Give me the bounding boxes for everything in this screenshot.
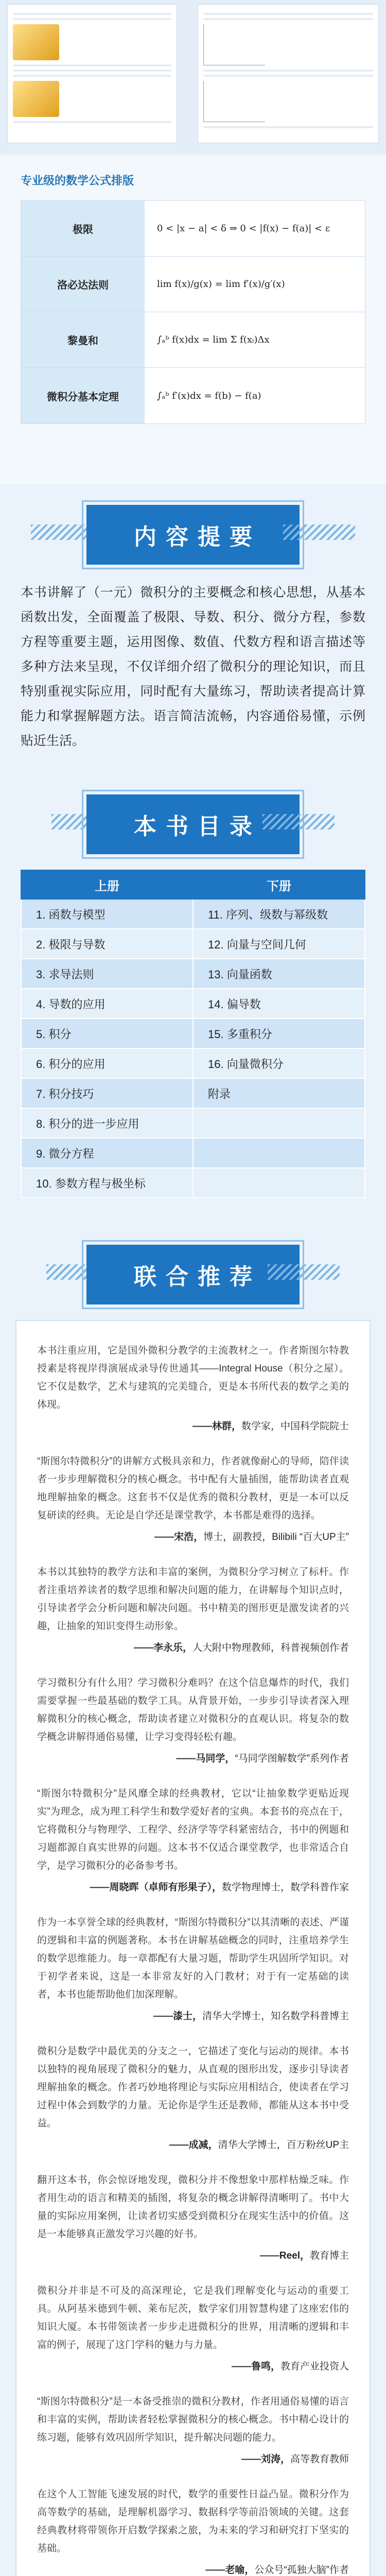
toc-banner-wrap (21, 774, 365, 870)
recommend-item (37, 1785, 349, 1896)
author-title: 清华大学博士，知名数学科普博主 (202, 2011, 349, 2022)
formula-expression: ∫ₐᵇ f′(x)dx = f(b) − f(a) (157, 390, 261, 401)
recommend-banner: 联合推荐 (86, 1245, 300, 1304)
summary-banner-wrap (0, 484, 386, 580)
recommend-author (37, 1879, 349, 1896)
formula-expression: lim f(x)/g(x) = lim f′(x)/g′(x) (157, 279, 285, 290)
author-title: 教育产业投资人 (280, 2361, 349, 2372)
toc-head-volume-1: 上册 (21, 870, 193, 899)
toc-table (21, 870, 365, 1198)
toc-chapter (193, 1138, 365, 1168)
formula-caption: 专业级的数学公式排版 (21, 174, 134, 187)
cube-illustration (13, 24, 59, 60)
graph-illustration (203, 24, 265, 65)
recommend-item (37, 2393, 349, 2468)
recommend-item (37, 1913, 349, 2025)
toc-chapter: 13. 向量函数 (193, 959, 365, 989)
formula-section (0, 155, 386, 484)
author-name: ——李永乐， (133, 1642, 192, 1653)
recommend-card (15, 1320, 371, 2576)
formula-expression: ∫ₐᵇ f(x)dx = lim Σ f(xᵢ)Δx (157, 334, 270, 345)
graph-illustration (203, 81, 265, 122)
recommend-author (37, 2247, 349, 2264)
recommend-quote: 作为一本享誉全球的经典教材，“斯图尔特微积分”以其清晰的表述、严谨的逻辑和丰富的例题著称。本书在讲解基础概念的同时，注重培养学生的数学思维能力。每一章都配有大量习题，帮助学生巩固所学知识。对于初学者来说，这是一本非常友好的入门教材；对于有一定基础的读者，本书也能帮助他们加深理解。 (37, 1917, 349, 2000)
author-title: 公众号“孤独大脑”作者 (254, 2565, 349, 2575)
toc-chapter: 7. 积分技巧 (21, 1078, 193, 1108)
summary-section (0, 484, 386, 774)
recommend-item (37, 2171, 349, 2264)
formula-row (21, 257, 365, 312)
recommend-author (37, 1750, 349, 1767)
toc-chapter: 3. 求导法则 (21, 959, 193, 989)
recommend-quote: “斯图尔特微积分”的讲解方式极具亲和力，作者就像耐心的导师，陪伴读者一步步理解微积分的核心概念。书中配有大量插图，能帮助读者直观地理解抽象的概念。这套书不仅是优秀的微积分教材，更是一本可以反复研读的经典。无论是自学还是课堂教学，本书都是难得的选择。 (37, 1456, 349, 1521)
decorative-stripe (262, 814, 335, 829)
recommend-item (37, 2485, 349, 2576)
author-name: ——马同学， (176, 1753, 235, 1764)
recommend-banner-wrap (15, 1224, 371, 1320)
author-title: 数学家，中国科学院院士 (241, 1421, 349, 1432)
toc-section (0, 774, 386, 1224)
toc-chapter: 8. 积分的进一步应用 (21, 1108, 193, 1138)
decorative-stripe (283, 524, 355, 540)
author-name: ——周晓晖（卓师有形果子）， (90, 1882, 222, 1893)
recommend-quote: 翻开这本书，你会惊讶地发现，微积分并不像想象中那样枯燥乏味。作者用生动的语言和精美的插图，将复杂的概念讲解得清晰明了。书中大量的实际应用案例，让读者切实感受到微积分在现实生活中的价值。这是一本能够真正激发学习兴趣的好书。 (37, 2175, 349, 2240)
author-title: 人大附中物理教师，科普视频创作者 (192, 1642, 349, 1653)
toc-chapter: 11. 序列、级数与幂级数 (193, 899, 365, 929)
recommend-quote: 在这个人工智能飞速发展的时代，数学的重要性日益凸显。微积分作为高等数学的基础，是理解机器学习、数据科学等前沿领域的关键。这套经典教材将带领你开启数学探索之旅，为未来的学习和研究打下坚实的基础。 (37, 2489, 349, 2554)
formula-table (21, 200, 365, 424)
recommend-author (37, 2562, 349, 2576)
formula-label: 黎曼和 (21, 312, 145, 367)
author-title: 博士，副教授，Bilibili “百大UP主” (203, 1532, 349, 1543)
author-title: 清华大学博士，百万粉丝UP主 (218, 2140, 349, 2150)
formula-label: 微积分基本定理 (21, 368, 145, 423)
recommend-quote: 微积分是数学中最优美的分支之一，它描述了变化与运动的规律。本书以独特的视角展现了微积分的魅力，从直观的图形出发，逐步引导读者理解抽象的概念。作者巧妙地将理论与实际应用相结合，使读者在学习过程中体会到数学的力量。无论你是学生还是教师，都能从这本书中受益。 (37, 2046, 349, 2129)
author-title: 教育博主 (309, 2250, 349, 2261)
cube-illustration (13, 81, 59, 117)
author-name: ——林群， (192, 1421, 241, 1432)
recommend-item (37, 1563, 349, 1656)
toc-chapter: 附录 (193, 1078, 365, 1108)
recommend-section (0, 1224, 386, 2576)
recommend-quote: 本书注重应用，它是国外微积分教学的主流教材之一。作者斯图尔特教授素是将视岸得演展成录导传世通其——Integral House（积分之屋）。它不仅是数学，艺术与建筑的完美缝合，更是本书所代表的数学之美的体现。 (37, 1345, 349, 1410)
formula-label: 极限 (21, 201, 145, 256)
author-name: ——老喻， (205, 2565, 255, 2575)
toc-chapter: 9. 微分方程 (21, 1138, 193, 1168)
toc-head-volume-2: 下册 (193, 870, 365, 899)
recommend-quote: 本书以其独特的教学方法和丰富的案例，为微积分学习树立了标杆。作者注重培养读者的数学思维和解决问题的能力，在讲解每个知识点时，引导读者学会分析问题和解决问题。书中精美的图形更是激发读者的兴趣，让抽象的知识变得生动形象。 (37, 1567, 349, 1632)
author-name: ——宋浩， (154, 1532, 204, 1543)
book-preview-strip (0, 0, 386, 155)
formula-row (21, 201, 365, 257)
author-name: ——成减， (169, 2140, 218, 2150)
toc-chapter: 4. 导数的应用 (21, 989, 193, 1019)
author-title: 高等教育教师 (290, 2454, 349, 2465)
recommend-quote: 学习微积分有什么用？学习微积分难吗？在这个信息爆炸的时代，我们需要掌握一些最基础的数学工具。从背景开始，一步步引导读者深入理解微积分的核心概念，帮助读者建立对微积分的直观认识。将复杂的数学概念讲解得通俗易懂，让学习变得轻松有趣。 (37, 1677, 349, 1742)
book-preview-page-left (7, 4, 177, 143)
recommend-author (37, 1529, 349, 1546)
recommend-item (37, 2042, 349, 2154)
author-name: ——Reel， (259, 2250, 310, 2261)
toc-chapter: 12. 向量与空间几何 (193, 929, 365, 959)
book-preview-page-right (198, 4, 379, 143)
author-title: “马同学图解数学”系列作者 (235, 1753, 349, 1764)
recommend-quote: “斯图尔特微积分”是一本备受推崇的微积分教材，作者用通俗易懂的语言和丰富的实例，帮助读者轻松掌握微积分的核心概念。书中精心设计的练习题，能够有效巩固所学知识，提升解决问题的能力。 (37, 2396, 349, 2443)
formula-expression: 0 < |x − a| < δ ⇒ 0 < |f(x) − f(a)| < ε (157, 223, 330, 234)
toc-chapter: 6. 积分的应用 (21, 1048, 193, 1078)
summary-banner: 内容提要 (86, 505, 300, 565)
formula-row (21, 312, 365, 368)
recommend-item (37, 2282, 349, 2375)
author-name: ——鲁鸣， (231, 2361, 280, 2372)
toc-chapter: 10. 参数方程与极坐标 (21, 1168, 193, 1198)
toc-chapter: 14. 偏导数 (193, 989, 365, 1019)
summary-text: 本书讲解了（一元）微积分的主要概念和核心思想，从基本函数出发，全面覆盖了极限、导数、积分、微分方程，参数方程等重要主题，运用图像、数值、代数方程和语言描述等多种方法来呈现，不仅详细介绍了微积分的理论知识，而且特别重视实际应用，同时配有大量练习，帮助读者提高计算能力和掌握解题方法。语言简洁流畅，内容通俗易懂，示例贴近生活。 (21, 585, 365, 748)
toc-banner: 本书目录 (86, 794, 300, 854)
author-name: ——漆士， (153, 2011, 202, 2022)
toc-chapter (193, 1168, 365, 1198)
recommend-author (37, 2008, 349, 2025)
recommend-author (37, 2358, 349, 2375)
toc-chapter: 5. 积分 (21, 1019, 193, 1048)
formula-label: 洛必达法则 (21, 257, 145, 312)
toc-chapter: 16. 向量微积分 (193, 1048, 365, 1078)
recommend-item (37, 1674, 349, 1767)
recommend-quote: “斯图尔特微积分”是风靡全球的经典教材，它以“让抽象数学更贴近现实”为理念，成为理工科学生和数学爱好者的宝典。本套书的亮点在于，它将微积分与物理学、工程学、经济学等学科紧密结合，书中的例题和习题都源自真实世界的问题。这本书不仅适合课堂教学，也非常适合自学，是学习微积分的必备参考书。 (37, 1788, 349, 1871)
recommend-author (37, 2137, 349, 2154)
author-name: ——刘涛， (241, 2454, 290, 2465)
toc-chapter: 15. 多重积分 (193, 1019, 365, 1048)
recommend-quote: 微积分并非是不可及的高深理论，它是我们理解变化与运动的重要工具。从阿基米德到牛顿、莱布尼茨，数学家们用智慧构建了这座宏伟的知识大厦。本书带领读者一步步走进微积分的世界，用清晰的逻辑和丰富的例子，展现了这门学科的魅力与力量。 (37, 2285, 349, 2350)
recommend-author (37, 1418, 349, 1435)
recommend-author (37, 2451, 349, 2468)
formula-row (21, 368, 365, 423)
toc-chapter: 1. 函数与模型 (21, 899, 193, 929)
decorative-stripe (268, 1264, 340, 1280)
recommend-item (37, 1342, 349, 1435)
recommend-author (37, 1639, 349, 1656)
toc-chapter: 2. 极限与导数 (21, 929, 193, 959)
recommend-item (37, 1452, 349, 1546)
toc-chapter (193, 1108, 365, 1138)
author-title: 数学物理博士，数学科普作家 (221, 1882, 349, 1893)
